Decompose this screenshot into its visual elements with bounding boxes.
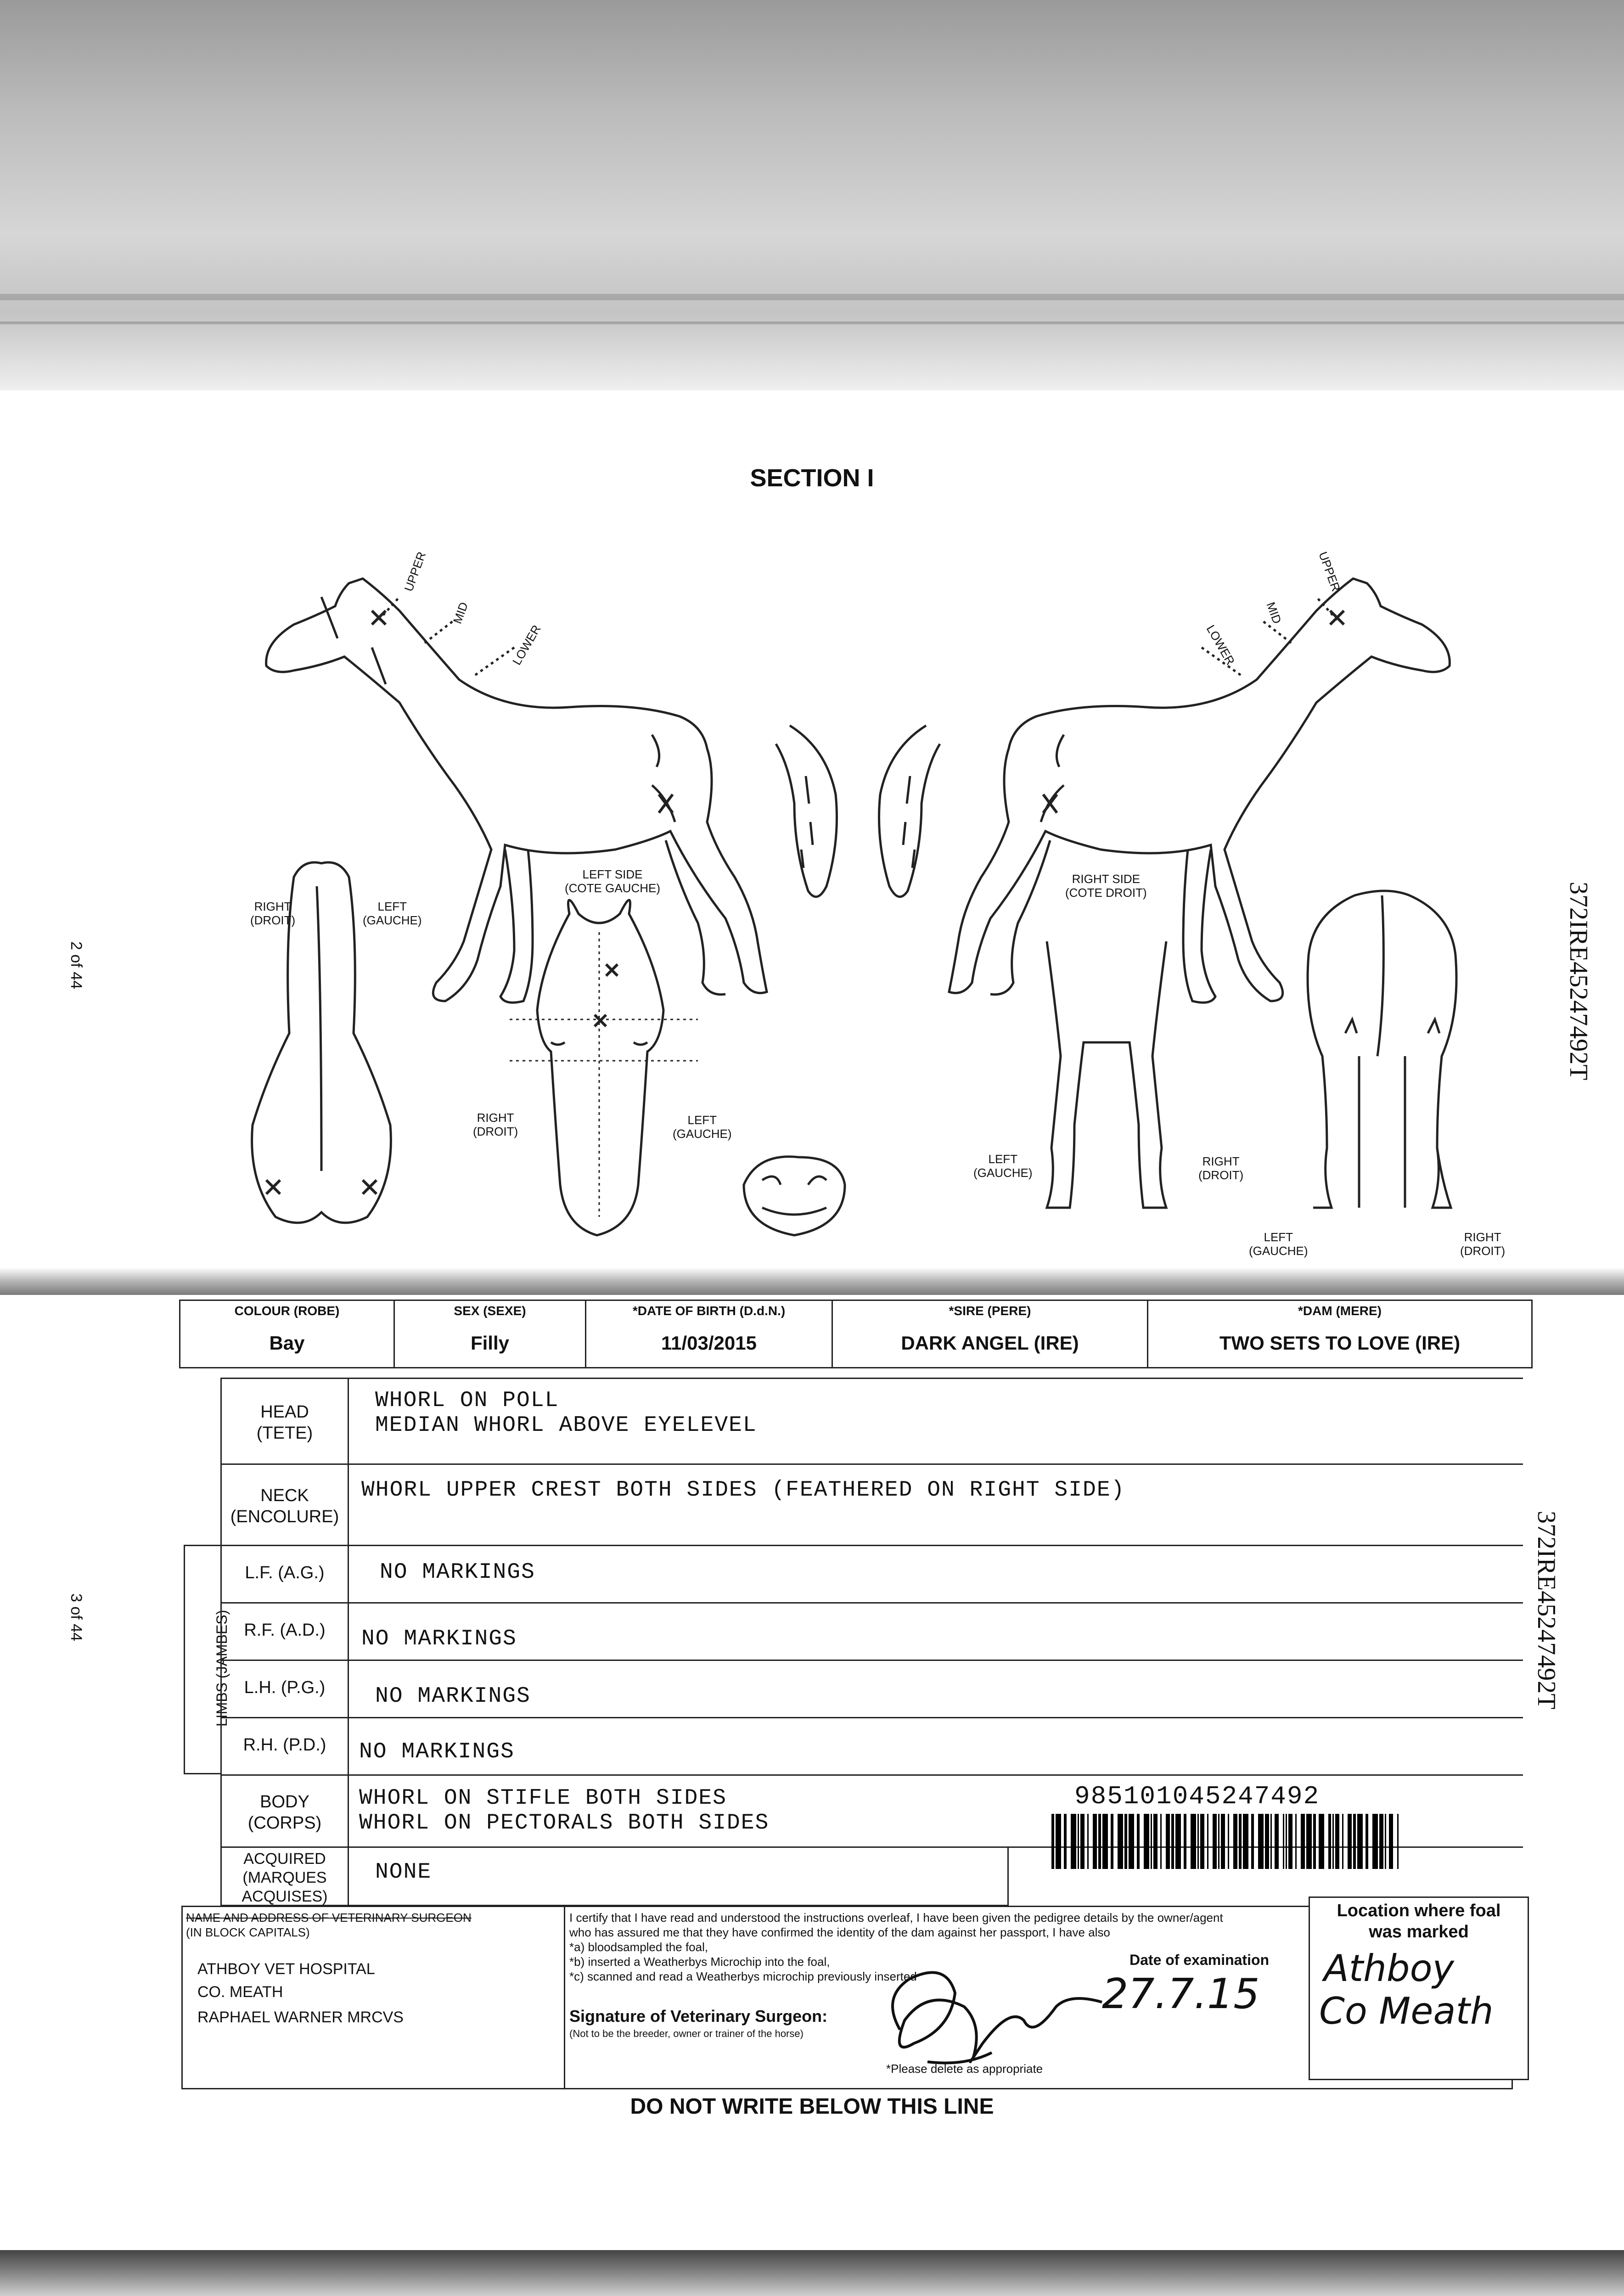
head-label: HEAD xyxy=(260,1402,309,1422)
microchip-barcode xyxy=(1051,1814,1437,1869)
lh-value-cell xyxy=(348,1660,1523,1718)
body-label-fr: (CORPS) xyxy=(247,1813,322,1833)
label-mid-right: MID xyxy=(1264,600,1284,626)
barcode-bar xyxy=(1197,1814,1199,1869)
dob-cell xyxy=(585,1300,833,1368)
location-box xyxy=(1309,1896,1529,2080)
label-left-side-fr: (COTE GAUCHE) xyxy=(565,881,660,895)
body-label-cell xyxy=(220,1774,349,1848)
barcode-bar xyxy=(1124,1814,1127,1869)
vet-name-label2: (IN BLOCK CAPITALS) xyxy=(186,1925,310,1939)
scan-fold-band xyxy=(0,1267,1624,1295)
dob-label: *DATE OF BIRTH (D.d.N.) xyxy=(632,1304,786,1318)
label-upper-left: UPPER xyxy=(401,550,429,593)
muzzle-view xyxy=(744,1157,845,1235)
barcode-bar xyxy=(1353,1814,1356,1869)
dam-label: *DAM (MERE) xyxy=(1298,1304,1382,1318)
barcode-bar xyxy=(1166,1814,1170,1869)
label-right-fr: (DROIT) xyxy=(1460,1244,1506,1258)
certify-option-a: *a) bloodsampled the foal, xyxy=(569,1940,708,1954)
barcode-bar xyxy=(1328,1814,1331,1869)
label-left-en: LEFT xyxy=(377,900,407,913)
barcode-bar xyxy=(1348,1814,1352,1869)
vet-address-line3: RAPHAEL WARNER MRCVS xyxy=(197,2009,404,2026)
label-right-fr: (DROIT) xyxy=(250,913,296,927)
microchip-number: 985101045247492 xyxy=(1074,1782,1320,1811)
barcode-bar xyxy=(1275,1814,1279,1869)
label-right-side xyxy=(1065,872,1147,900)
barcode-bar xyxy=(1372,1814,1378,1869)
label-lower-right: LOWER xyxy=(1203,622,1238,668)
section-title: SECTION I xyxy=(750,464,874,492)
label-right-side-fr: (COTE DROIT) xyxy=(1065,885,1147,900)
vet-name-label: NAME AND ADDRESS OF VETERINARY SURGEON xyxy=(186,1911,472,1925)
barcode-bar xyxy=(1051,1814,1054,1869)
barcode-bar xyxy=(1218,1814,1219,1869)
body-label: BODY xyxy=(260,1792,309,1812)
barcode-bar xyxy=(1184,1814,1186,1869)
lf-marking: NO MARKINGS xyxy=(380,1560,535,1585)
barcode-bar xyxy=(1098,1814,1101,1869)
rf-label-cell xyxy=(220,1602,349,1661)
passport-id-bottom: 372IRE45247492T xyxy=(1532,1511,1561,1710)
label-head-left xyxy=(673,1114,732,1141)
vet-signature xyxy=(872,1952,1120,2071)
barcode-bar xyxy=(1118,1814,1123,1869)
barcode-bar xyxy=(1239,1814,1242,1869)
label-hind-left xyxy=(1249,1231,1308,1258)
dam-cell xyxy=(1147,1300,1533,1368)
barcode-bar xyxy=(1389,1814,1393,1869)
exam-date-label: Date of examination xyxy=(1129,1952,1270,1968)
label-hind-right xyxy=(1460,1231,1505,1258)
limbs-label: LIMBS (JAMBES) xyxy=(214,1609,230,1727)
label-left-en: LEFT xyxy=(687,1113,717,1127)
body-marking-line1: WHORL ON STIFLE BOTH SIDES xyxy=(359,1786,727,1811)
barcode-bar xyxy=(1111,1814,1113,1869)
barcode-bar xyxy=(1191,1814,1196,1869)
neck-label-cell xyxy=(220,1463,349,1546)
location-value-line1: Athboy xyxy=(1324,1947,1454,1990)
colour-label: COLOUR (ROBE) xyxy=(234,1304,340,1318)
barcode-bar xyxy=(1080,1814,1085,1869)
label-chest-right xyxy=(250,900,295,928)
sex-value: Filly xyxy=(470,1332,510,1354)
head-label-cell xyxy=(220,1378,349,1465)
acquired-label-cell xyxy=(220,1846,349,1906)
rh-label-cell xyxy=(220,1717,349,1776)
barcode-bar xyxy=(1102,1814,1108,1869)
barcode-bar xyxy=(1265,1814,1269,1869)
label-right-en: RIGHT xyxy=(477,1111,514,1125)
barcode-bar xyxy=(1301,1814,1305,1869)
body-marking-line2: WHORL ON PECTORALS BOTH SIDES xyxy=(359,1811,770,1835)
barcode-bar xyxy=(1056,1814,1061,1869)
lf-value-cell xyxy=(348,1545,1523,1604)
acquired-marking: NONE xyxy=(375,1860,432,1885)
neck-value-cell xyxy=(348,1463,1523,1546)
left-side-horse-outline xyxy=(266,579,837,1002)
barcode-bar xyxy=(1071,1814,1076,1869)
barcode-bar xyxy=(1093,1814,1097,1869)
label-right-side-en: RIGHT SIDE xyxy=(1072,872,1140,886)
barcode-bar xyxy=(1397,1814,1399,1869)
label-lower-left: LOWER xyxy=(510,622,544,668)
barcode-bar xyxy=(1313,1814,1316,1869)
label-left-side xyxy=(565,868,660,895)
rf-value-cell xyxy=(348,1602,1523,1661)
barcode-bar xyxy=(1200,1814,1204,1869)
vet-address-line1: ATHBOY VET HOSPITAL xyxy=(197,1960,375,1978)
delete-note: *Please delete as appropriate xyxy=(886,2062,1043,2076)
barcode-bar xyxy=(1129,1814,1134,1869)
label-right-en: RIGHT xyxy=(254,900,292,913)
signature-label: Signature of Veterinary Surgeon: xyxy=(569,2007,828,2026)
rh-marking: NO MARKINGS xyxy=(359,1739,515,1764)
label-right-en: RIGHT xyxy=(1464,1230,1501,1244)
sire-value: DARK ANGEL (IRE) xyxy=(901,1332,1079,1354)
label-forelegs-right xyxy=(1198,1155,1243,1182)
barcode-bar xyxy=(1087,1814,1089,1869)
front-legs-view xyxy=(1047,941,1166,1208)
scan-top-band xyxy=(0,0,1624,390)
head-label-fr: (TETE) xyxy=(256,1423,313,1443)
barcode-bar xyxy=(1153,1814,1158,1869)
lh-label-cell xyxy=(220,1660,349,1718)
barcode-bar xyxy=(1258,1814,1264,1869)
barcode-bar xyxy=(1207,1814,1208,1869)
barcode-bar xyxy=(1243,1814,1248,1869)
sire-label: *SIRE (PERE) xyxy=(949,1304,1031,1318)
barcode-bar xyxy=(1332,1814,1334,1869)
barcode-bar xyxy=(1175,1814,1181,1869)
barcode-bar xyxy=(1286,1814,1287,1869)
acquired-label-fr1: (MARQUES xyxy=(242,1868,327,1886)
vet-address-line2: CO. MEATH xyxy=(197,1983,283,2001)
certify-line1: I certify that I have read and understood the instructions overleaf, I have been given the pedigree details by the owner/agent xyxy=(569,1911,1223,1925)
neck-label-fr: (ENCOLURE) xyxy=(230,1507,339,1526)
acquired-label: ACQUIRED xyxy=(243,1850,326,1868)
label-right-fr: (DROIT) xyxy=(1198,1168,1244,1182)
page-number-top: 2 of 44 xyxy=(67,941,85,989)
signature-note: (Not to be the breeder, owner or trainer of the horse) xyxy=(569,2028,804,2039)
lf-label: L.F. (A.G.) xyxy=(245,1563,325,1582)
rh-value-cell xyxy=(348,1717,1523,1776)
rf-marking: NO MARKINGS xyxy=(361,1626,517,1651)
barcode-bar xyxy=(1366,1814,1368,1869)
footer-notice: DO NOT WRITE BELOW THIS LINE xyxy=(630,2094,994,2119)
barcode-bar xyxy=(1160,1814,1162,1869)
right-side-horse-outline xyxy=(879,579,1450,1002)
head-value-cell xyxy=(348,1378,1523,1465)
scan-bottom-band xyxy=(0,2250,1624,2296)
location-value-line2: Co Meath xyxy=(1319,1990,1494,2033)
barcode-bar xyxy=(1288,1814,1292,1869)
label-upper-right: UPPER xyxy=(1316,550,1343,593)
barcode-bar xyxy=(1306,1814,1312,1869)
certify-option-c: *c) scanned and read a Weatherbys microchip previously inserted xyxy=(569,1970,917,1983)
passport-id-top: 372IRE45247492T xyxy=(1564,882,1593,1080)
vet-divider xyxy=(564,1906,565,2089)
label-left-en: LEFT xyxy=(1264,1230,1293,1244)
label-left-fr: (GAUCHE) xyxy=(673,1126,732,1141)
page-number-bottom: 3 of 44 xyxy=(67,1593,85,1641)
neck-label: NECK xyxy=(260,1486,309,1505)
location-title-line2: was marked xyxy=(1369,1922,1469,1941)
barcode-bar xyxy=(1342,1814,1343,1869)
label-head-right xyxy=(473,1111,518,1139)
barcode-bar xyxy=(1379,1814,1383,1869)
label-right-en: RIGHT xyxy=(1202,1154,1240,1168)
certify-option-b: *b) inserted a Weatherbys Microchip into the foal, xyxy=(569,1955,830,1969)
colour-cell xyxy=(179,1300,395,1368)
barcode-bar xyxy=(1144,1814,1149,1869)
label-mid-left: MID xyxy=(450,600,471,626)
dam-value: TWO SETS TO LOVE (IRE) xyxy=(1219,1332,1461,1354)
label-forelegs-left xyxy=(973,1153,1033,1180)
label-left-side-en: LEFT SIDE xyxy=(582,867,643,881)
barcode-bar xyxy=(1357,1814,1363,1869)
label-left-fr: (GAUCHE) xyxy=(1249,1244,1308,1258)
barcode-bar xyxy=(1213,1814,1217,1869)
acquired-value-cell xyxy=(348,1846,1009,1906)
barcode-bar xyxy=(1295,1814,1297,1869)
dob-value: 11/03/2015 xyxy=(661,1332,757,1354)
barcode-bar xyxy=(1251,1814,1254,1869)
acquired-label-fr2: ACQUISES) xyxy=(242,1887,328,1905)
barcode-bar xyxy=(1228,1814,1229,1869)
scan-streak xyxy=(0,294,1624,300)
head-front-view xyxy=(510,900,698,1235)
barcode-bar xyxy=(1233,1814,1237,1869)
exam-date-value: 27.7.15 xyxy=(1102,1970,1260,2018)
scan-streak xyxy=(0,321,1624,324)
lh-marking: NO MARKINGS xyxy=(375,1684,531,1709)
barcode-bar xyxy=(1078,1814,1079,1869)
barcode-bar xyxy=(1171,1814,1174,1869)
sex-cell xyxy=(393,1300,586,1368)
barcode-bar xyxy=(1221,1814,1225,1869)
colour-value: Bay xyxy=(269,1332,305,1354)
barcode-bar xyxy=(1064,1814,1067,1869)
rh-label: R.H. (P.D.) xyxy=(243,1735,326,1755)
sex-label: SEX (SEXE) xyxy=(454,1304,526,1318)
hind-view xyxy=(1308,891,1456,1208)
neck-marking-line1: WHORL UPPER CREST BOTH SIDES (FEATHERED ON RIGHT SIDE) xyxy=(361,1478,1125,1503)
location-title-line1: Location where foal xyxy=(1337,1901,1501,1920)
horse-diagram xyxy=(0,528,1624,1272)
lf-label-cell xyxy=(220,1545,349,1604)
label-right-fr: (DROIT) xyxy=(473,1124,518,1138)
label-left-en: LEFT xyxy=(988,1152,1018,1166)
barcode-bar xyxy=(1270,1814,1272,1869)
sire-cell xyxy=(832,1300,1148,1368)
barcode-bar xyxy=(1151,1814,1152,1869)
lh-label: L.H. (P.G.) xyxy=(244,1678,326,1697)
label-left-fr: (GAUCHE) xyxy=(973,1165,1033,1180)
label-left-fr: (GAUCHE) xyxy=(363,913,422,927)
barcode-bar xyxy=(1137,1814,1140,1869)
barcode-bar xyxy=(1385,1814,1386,1869)
barcode-bar xyxy=(1335,1814,1339,1869)
head-marking-line2: MEDIAN WHORL ABOVE EYELEVEL xyxy=(375,1413,757,1438)
barcode-bar xyxy=(1283,1814,1284,1869)
head-marking-line1: WHORL ON POLL xyxy=(375,1388,559,1413)
label-chest-left xyxy=(363,900,422,928)
rf-label: R.F. (A.D.) xyxy=(244,1621,326,1640)
barcode-bar xyxy=(1319,1814,1324,1869)
certify-line2: who has assured me that they have confirmed the identity of the dam against her passport, I have also xyxy=(569,1925,1110,1939)
